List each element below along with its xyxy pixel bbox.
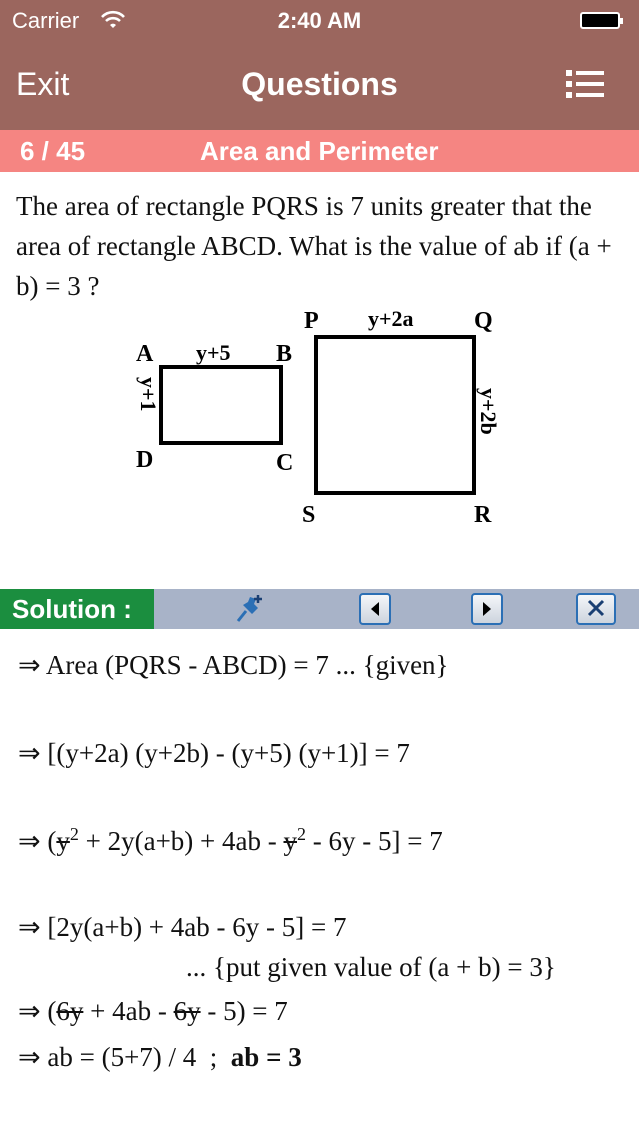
list-menu-icon[interactable] <box>566 68 604 100</box>
solution-line-4: ⇒ [2y(a+b) + 4ab - 6y - 5] = 7 <box>18 912 347 942</box>
label-c: C <box>276 450 294 476</box>
label-d: D <box>136 447 154 473</box>
question-header <box>0 130 639 172</box>
label-p: P <box>304 308 319 334</box>
label-pqrs-top: y+2a <box>368 306 414 331</box>
triangle-right-icon <box>473 595 501 623</box>
solution-line-2: ⇒ [(y+2a) (y+2b) - (y+5) (y+1)] = 7 <box>18 738 410 768</box>
solution-line-6: ⇒ (6y + 4ab - 6y - 5) = 7 <box>18 996 288 1026</box>
label-s: S <box>302 502 316 528</box>
status-time: 2:40 AM <box>277 8 362 33</box>
label-pqrs-side: y+2b <box>476 388 501 435</box>
solution-line-3: ⇒ $(y^2 + 2y(a+b) + 4ab - y^2 - 6y - 5] = 7$ <box>18 824 443 856</box>
triangle-left-icon <box>361 595 389 623</box>
next-button[interactable] <box>471 593 503 625</box>
question-text: The area of rectangle PQRS is 7 units greater that the area of rectangle ABCD. What is the value of ab if (a + b) = 3 ? <box>16 191 612 301</box>
carrier-label: Carrier <box>12 8 80 33</box>
question-counter: 6 / 45 <box>20 136 86 166</box>
label-b: B <box>276 341 293 367</box>
label-r: R <box>474 502 492 528</box>
exit-button[interactable]: Exit <box>16 66 70 102</box>
rectangles-diagram <box>0 300 639 540</box>
battery-icon <box>580 12 620 29</box>
pin-add-icon[interactable] <box>232 593 268 625</box>
solution-line-7: ⇒ ab = (5+7) / 4 ; ab = 3 <box>18 1042 302 1072</box>
label-q: Q <box>474 308 493 334</box>
close-icon <box>578 595 614 623</box>
solution-line-5: ... {put given value of (a + b) = 3} <box>186 952 556 982</box>
label-abcd-top: y+5 <box>196 340 231 365</box>
nav-bar <box>0 42 639 130</box>
answer-text: ab = 3 <box>230 1042 302 1072</box>
rectangle-abcd <box>161 367 281 443</box>
status-bar <box>0 0 639 42</box>
label-a: A <box>136 341 154 367</box>
solution-toolbar <box>0 589 639 629</box>
rectangle-pqrs <box>316 337 474 493</box>
page-title: Questions <box>241 66 398 102</box>
solution-label: Solution : <box>0 589 154 629</box>
solution-line-1: ⇒ Area (PQRS - ABCD) = 7 ... {given} <box>18 650 449 680</box>
previous-button[interactable] <box>359 593 391 625</box>
close-button[interactable] <box>576 593 616 625</box>
label-abcd-side: y+1 <box>136 377 161 412</box>
topic-title: Area and Perimeter <box>200 136 439 166</box>
